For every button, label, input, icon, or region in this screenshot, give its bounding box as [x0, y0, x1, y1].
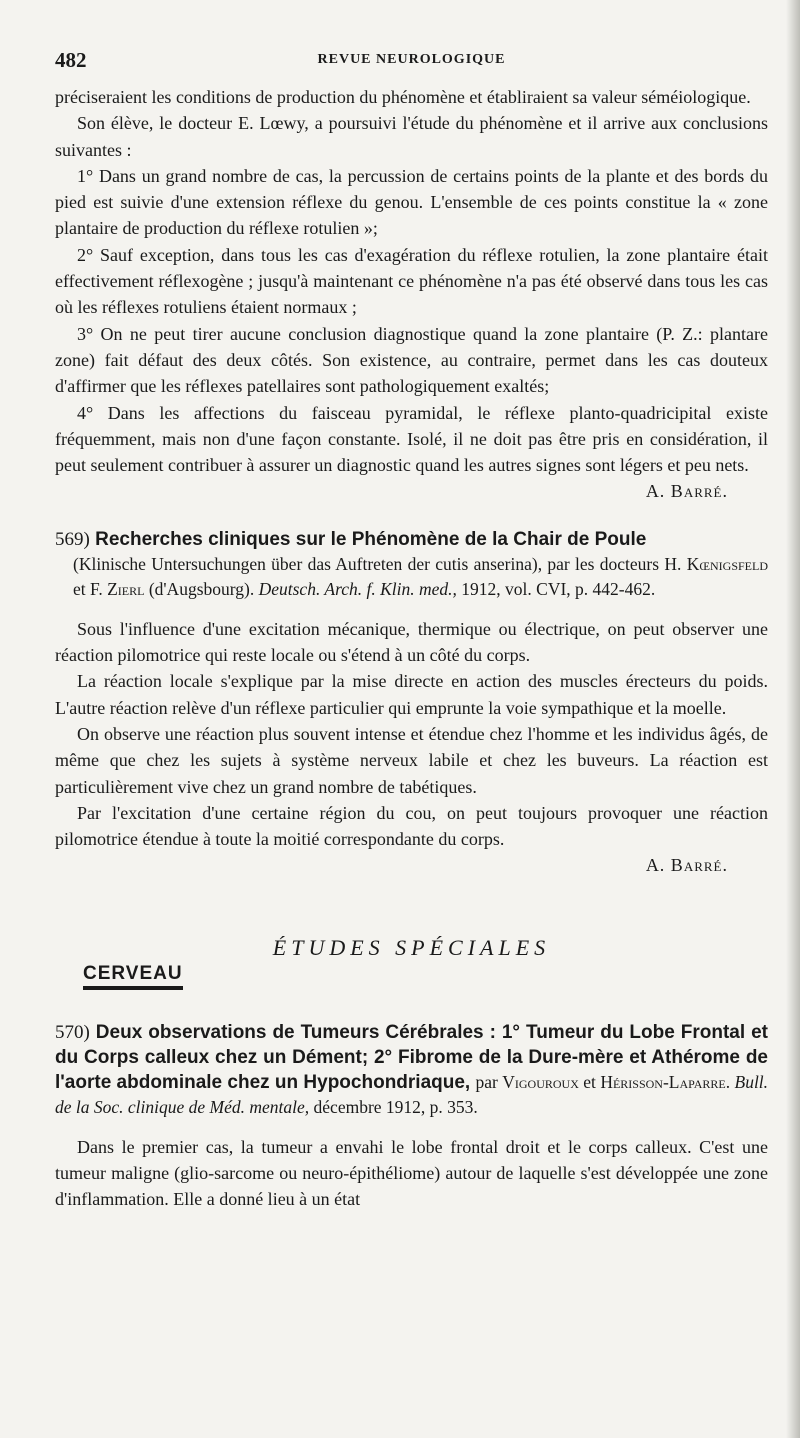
author: Kœnigsfeld [686, 553, 768, 574]
author: Zierl [107, 578, 145, 599]
entry-number: 570) [55, 1021, 90, 1043]
running-head: REVUE NEUROLOGIQUE [317, 52, 506, 67]
paragraph: Dans le premier cas, la tumeur a envahi le lobe frontal droit et le corps calleux. C'est une tumeur maligne (glio-sarcome ou neuro-épithéliome) autour de laquelle s'est développée une zone d'inflammation. Elle a donné lieu à un état [55, 1136, 768, 1210]
page-number: 482 [55, 48, 87, 72]
entry-number: 569) [55, 528, 90, 550]
conclusion-4: 4° Dans les affections du faisceau pyramidal, le réflexe planto-quadricipital existe fréquemment, mais non d'une façon constante. Isolé, il ne doit pas être pris en considération, il peut seulement contribuer à assurer un diagnostic quand les autres signes sont légers et peu nets. [55, 402, 768, 476]
journal: Bull. de la Soc. clinique de Méd. mentale, [55, 1071, 769, 1117]
conclusion-1: 1° Dans un grand nombre de cas, la percussion de certains points de la plante et des bords du pied est suivie d'une extension réflexe du genou. L'ensemble de ces points constitue la « zone plantaire de production du réflexe rotulien »; [55, 165, 768, 239]
conclusion-2: 2° Sauf exception, dans tous les cas d'exagération du réflexe rotulien, la zone plantaire était effectivement réflexogène ; jusqu'à maintenant ce phénomène n'a pas été observé dans tous les cas où les réflexes rotuliens étaient normaux ; [55, 244, 768, 318]
entry-title-text: Recherches cliniques sur le Phénomène de la Chair de Poule [95, 528, 647, 550]
paragraph: préciseraient les conditions de production du phénomène et établiraient sa valeur séméiologique. [55, 87, 751, 107]
entry-title-text: Deux observations de Tumeurs Cérébrales : 1° Tumeur du Lobe Frontal et du Corps calleux chez un Dément; 2° Fibrome de la Dure-mère et Athérome de l'aorte abdominale chez un Hypochondriaque, [55, 1021, 768, 1093]
paragraph: Par l'excitation d'une certaine région du cou, on peut toujours provoquer une réaction pilomotrice étendue à toute la moitié correspondante du corps. [55, 802, 768, 850]
author: Hérisson-Laparre. [600, 1071, 731, 1092]
author: Vigouroux [502, 1071, 579, 1092]
conclusion-3: 3° On ne peut tirer aucune conclusion diagnostique quand la zone plantaire (P. Z.: plantare zone) fait défaut des deux côtés. Son existence, au contraire, permet dans les cas douteux d'affirmer que les réflexes patellaires sont pathologiquement exaltés; [55, 323, 768, 397]
book-gutter-shadow [786, 0, 800, 1438]
paragraph: On observe une réaction plus souvent intense et étendue chez l'homme et les individus âgés, de même que chez les sujets à système nerveux labile et chez les buveurs. La réaction est particulièrement vive chez un grand nombre de tabétiques. [55, 723, 768, 797]
entry-570 [55, 1020, 768, 1213]
signature: A. Barré. [645, 481, 728, 502]
journal: Deutsch. Arch. f. Klin. med., [258, 578, 457, 599]
section-subheading: CERVEAU [83, 963, 183, 990]
paragraph: Sous l'influence d'une excitation mécanique, thermique ou électrique, on peut observer une réaction pilomotrice qui reste locale ou s'étend à un côté du corps. [55, 618, 768, 666]
entry-reference: (Klinische Untersuchungen über das Auftreten der cutis anserina), par les docteurs H. Kœnigsfeld et F. Zierl (d'Augsbourg). Deutsch. Arch. f. Klin. med., 1912, vol. CVI, p. 442-462. [73, 553, 768, 599]
entry-title [55, 527, 768, 552]
entry-568-continuation [55, 84, 768, 505]
section-title: ÉTUDES SPÉCIALES [272, 934, 551, 960]
paragraph: Son élève, le docteur E. Lœwy, a poursuivi l'étude du phénomène et il arrive aux conclusions suivantes : [55, 113, 768, 160]
page-header [55, 44, 768, 84]
entry-title: 570) Deux observations de Tumeurs Cérébrales : 1° Tumeur du Lobe Frontal et du Corps calleux chez un Dément; 2° Fibrome de la Dure-mère et Athérome de l'aorte abdominale chez un Hypochondriaque, par Vigouroux et Hérisson-Laparre. Bull. de la Soc. clinique de Méd. mentale, décembre 1912, p. 353. [55, 1021, 769, 1117]
paragraph: La réaction locale s'explique par la mise directe en action des muscles érecteurs du poids. L'autre réaction relève d'un réflexe particulier qui emprunte la voie sympathique et la moelle. [55, 671, 768, 718]
signature: A. Barré. [645, 855, 728, 876]
entry-569 [55, 527, 768, 879]
